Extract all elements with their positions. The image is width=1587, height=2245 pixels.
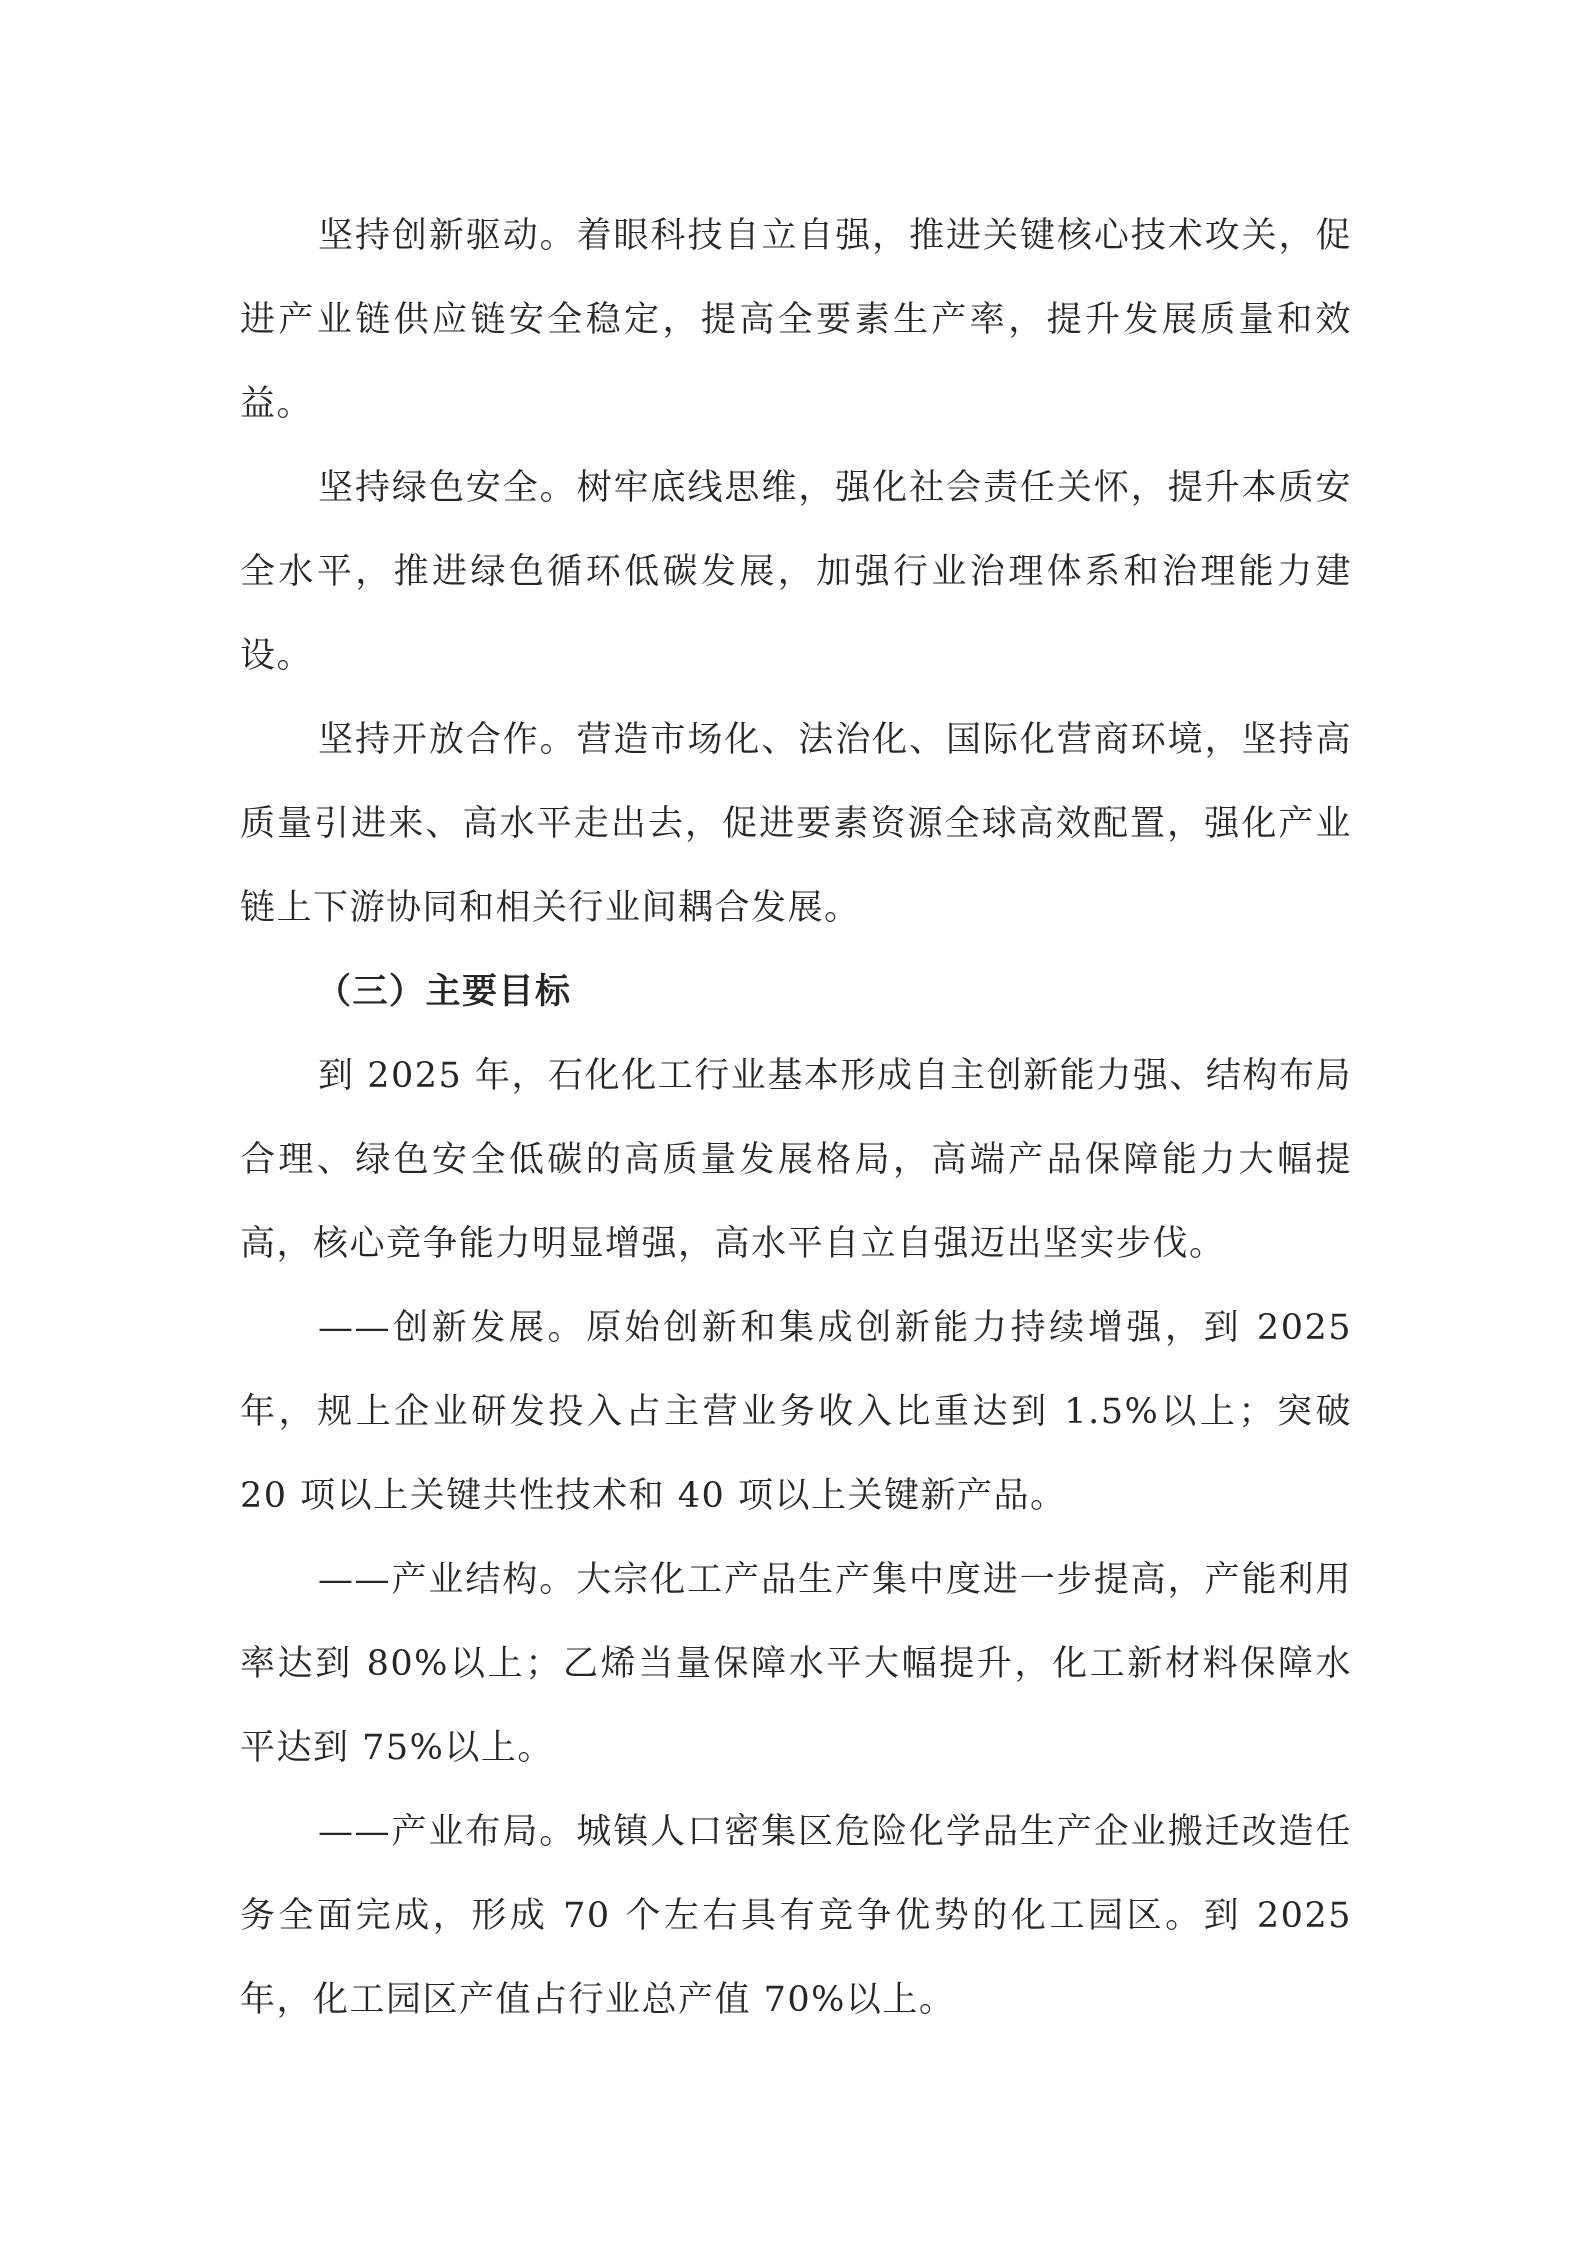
principle-paragraph-open-cooperation: 坚持开放合作。营造市场化、法治化、国际化营商环境，坚持高质量引进来、高水平走出去，促进要素资源全球高效配置，强化产业链上下游协同和相关行业间耦合发展。 <box>240 720 1352 928</box>
goal-item-industry-structure: ——产业结构。大宗化工产品生产集中度进一步提高，产能利用率达到 80%以上；乙烯当量保障水平大幅提升，化工新材料保障水平达到 75%以上。 <box>240 1560 1352 1768</box>
goal-item-innovation: ——创新发展。原始创新和集成创新能力持续增强，到 2025 年，规上企业研发投入占主营业务收入比重达到 1.5%以上；突破 20 项以上关键共性技术和 40 项以上关键新产品。 <box>240 1308 1352 1516</box>
goals-intro-paragraph: 到 2025 年，石化化工行业基本形成自主创新能力强、结构布局合理、绿色安全低碳的高质量发展格局，高端产品保障能力大幅提高，核心竞争能力明显增强，高水平自立自强迈出坚实步伐。 <box>240 1056 1352 1264</box>
section-heading: （三）主要目标 <box>316 971 572 1012</box>
document-body <box>240 194 1352 2042</box>
goal-item-industry-layout: ——产业布局。城镇人口密集区危险化学品生产企业搬迁改造任务全面完成，形成 70 个左右具有竞争优势的化工园区。到 2025 年，化工园区产值占行业总产值 70%以上。 <box>240 1812 1352 2020</box>
principle-paragraph-green-safety: 坚持绿色安全。树牢底线思维，强化社会责任关怀，提升本质安全水平，推进绿色循环低碳发展，加强行业治理体系和治理能力建设。 <box>240 468 1352 676</box>
principle-paragraph-innovation: 坚持创新驱动。着眼科技自立自强，推进关键核心技术攻关，促进产业链供应链安全稳定，提高全要素生产率，提升发展质量和效益。 <box>240 216 1352 424</box>
